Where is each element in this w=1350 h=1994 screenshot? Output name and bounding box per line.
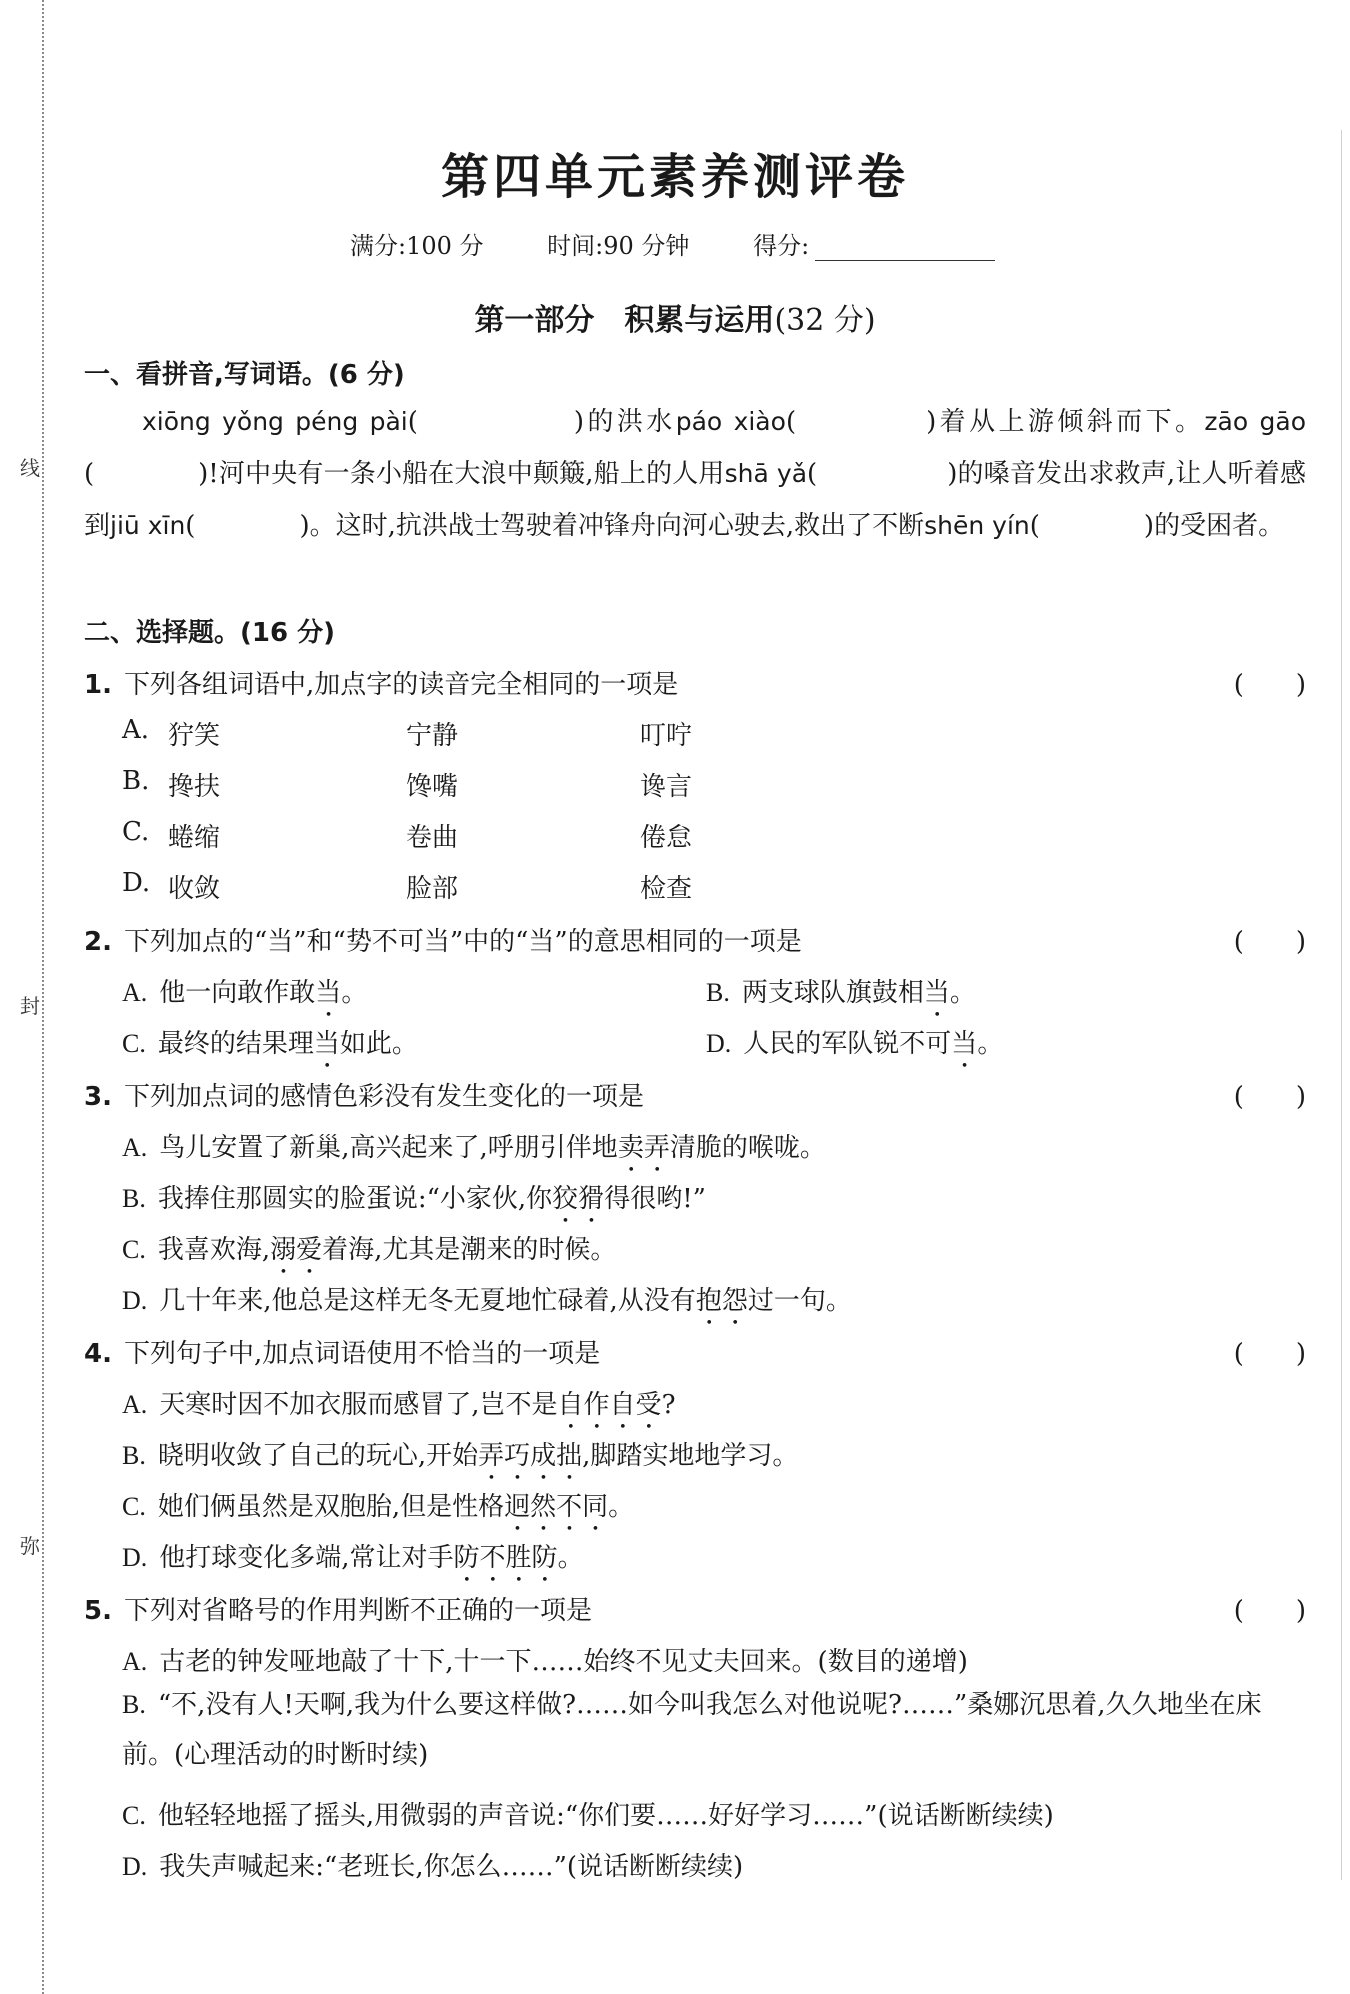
answer-box[interactable]: ( ) — [1233, 1082, 1306, 1112]
pinyin-3: zāo gāo — [1204, 407, 1306, 436]
option-label: D. — [122, 1286, 148, 1315]
score-label: 得分: — [753, 232, 810, 260]
option-label: D. — [122, 1852, 148, 1881]
exam-meta — [350, 226, 1051, 261]
q3-option-b[interactable] — [122, 1178, 706, 1229]
q4-option-d[interactable] — [122, 1537, 584, 1588]
q4-option-a[interactable] — [122, 1384, 676, 1435]
answer-blank-6[interactable]: ( ) — [1029, 511, 1155, 541]
option-text: 最终的结果理 — [157, 1029, 314, 1059]
answer-blank-4[interactable]: ( ) — [807, 459, 958, 489]
option-label: A. — [122, 978, 148, 1007]
option-text: ? — [661, 1390, 676, 1420]
option-label: A. — [122, 1133, 148, 1162]
question-text: 下列加点的“当”和“势不可当”中的“当”的意思相同的一项是 — [123, 927, 802, 957]
text-6: 的受困者。 — [1154, 511, 1285, 541]
option-text: 如此。 — [339, 1029, 418, 1059]
question-5 — [84, 1590, 1306, 1627]
answer-box[interactable]: ( ) — [1233, 1339, 1306, 1369]
part-title — [0, 295, 1350, 339]
q5-option-a[interactable] — [122, 1641, 968, 1678]
q1-option-b-word3: 谗言 — [640, 772, 693, 802]
pinyin-paragraph — [84, 396, 1306, 552]
option-label: C. — [122, 1801, 146, 1830]
q2-option-a[interactable] — [122, 972, 367, 1023]
q1-option-c-word2: 卷曲 — [406, 823, 459, 853]
q5-option-d[interactable] — [122, 1846, 743, 1883]
score-blank[interactable] — [815, 238, 995, 261]
q3-option-a[interactable] — [122, 1127, 826, 1178]
answer-blank-2[interactable]: ( ) — [785, 407, 937, 437]
q2-option-b[interactable] — [706, 972, 976, 1023]
option-text: 他一向敢作敢 — [159, 978, 316, 1008]
q3-option-d[interactable] — [122, 1280, 852, 1331]
part-title-text: 第一部分 积累与运用 — [474, 303, 775, 338]
question-number: 4. — [84, 1339, 112, 1369]
binding-char-xian: 线 — [20, 456, 40, 480]
dotted-word: 迥然不同 — [504, 1492, 609, 1522]
q1-option-d-label[interactable]: D. — [122, 868, 151, 898]
exam-time: 时间:90 分钟 — [547, 232, 690, 260]
question-2 — [84, 921, 1306, 958]
dotted-char: 当 — [313, 1029, 340, 1059]
answer-box[interactable]: ( ) — [1233, 1596, 1306, 1626]
option-label: D. — [706, 1029, 732, 1058]
dotted-word: 狡猾 — [552, 1184, 605, 1214]
text-2: 着从上游倾斜而下。 — [936, 407, 1205, 437]
pinyin-2: páo xiào — [675, 407, 786, 436]
page-title: 第四单元素养测评卷 — [440, 149, 909, 205]
text-1: 的洪水 — [584, 407, 676, 437]
option-text: 她们俩虽然是双胞胎,但是性格 — [157, 1492, 505, 1522]
binding-char-mi: 弥 — [20, 1534, 40, 1558]
q1-option-d-word2: 脸部 — [406, 874, 459, 904]
section-1-heading: 一、看拼音,写词语。(6 分) — [84, 360, 405, 390]
pinyin-1: xiōng yǒng péng pài — [142, 407, 408, 436]
question-1 — [84, 664, 1306, 701]
answer-box[interactable]: ( ) — [1233, 927, 1306, 957]
q1-option-d-word3: 检查 — [640, 874, 693, 904]
option-text: 。 — [949, 978, 976, 1008]
answer-box[interactable]: ( ) — [1233, 670, 1306, 700]
q1-option-c-word1: 蜷缩 — [168, 823, 221, 853]
option-text: 晓明收敛了自己的玩心,开始 — [157, 1441, 479, 1471]
question-text: 下列加点词的感情色彩没有发生变化的一项是 — [123, 1082, 644, 1112]
q2-option-c[interactable] — [122, 1023, 418, 1074]
option-text: 他轻轻地摇了摇头,用微弱的声音说:“你们要……好好学习……”(说话断断续续) — [157, 1801, 1054, 1831]
q1-option-b-word1: 搀扶 — [168, 772, 221, 802]
binding-char-feng: 封 — [20, 994, 40, 1018]
dotted-word: 抱怨 — [695, 1286, 748, 1316]
q1-option-a-label[interactable]: A. — [122, 715, 150, 745]
full-score: 满分:100 分 — [350, 232, 484, 260]
option-text: 古老的钟发哑地敲了十下,十一下……始终不见丈夫回来。(数目的递增) — [159, 1647, 968, 1677]
text-5: 。这时,抗洪战士驾驶着冲锋舟向河心驶去,救出了不断 — [309, 511, 925, 541]
score-field — [753, 232, 1051, 260]
option-label: B. — [122, 1184, 146, 1213]
q1-option-d-word1: 收敛 — [168, 874, 221, 904]
dotted-char: 当 — [315, 978, 342, 1008]
dotted-char: 当 — [923, 978, 950, 1008]
option-label: A. — [122, 1390, 148, 1419]
text-4: 的嗓音发出求救声,让人听着感到 — [84, 459, 1307, 541]
q1-option-c-word3: 倦怠 — [640, 823, 693, 853]
q1-option-b-word2: 馋嘴 — [406, 772, 459, 802]
pinyin-4: shā yǎ — [724, 459, 808, 488]
option-text: 我喜欢海, — [157, 1235, 271, 1265]
option-text: ,脚踏实地地学习。 — [582, 1441, 799, 1471]
q5-option-b[interactable] — [122, 1680, 1302, 1780]
dotted-word: 防不胜防 — [453, 1543, 558, 1573]
option-text: 。 — [977, 1029, 1004, 1059]
page-edge-line — [1341, 130, 1342, 1880]
question-number: 5. — [84, 1596, 112, 1626]
option-label: D. — [122, 1543, 148, 1572]
dotted-word: 溺爱 — [270, 1235, 323, 1265]
option-text: 几十年来,他总是这样无冬无夏地忙碌着,从没有 — [159, 1286, 696, 1316]
option-label: C. — [122, 1029, 146, 1058]
q1-option-a-word2: 宁静 — [406, 721, 459, 751]
question-text: 下列句子中,加点词语使用不恰当的一项是 — [123, 1339, 601, 1369]
option-label: C. — [122, 1235, 146, 1264]
option-label: B. — [706, 978, 730, 1007]
option-text: 我捧住那圆实的脸蛋说:“小家伙,你 — [157, 1184, 553, 1214]
option-text: 。 — [341, 978, 368, 1008]
section-2-heading: 二、选择题。(16 分) — [84, 618, 335, 648]
answer-blank-1[interactable]: ( ) — [407, 407, 585, 437]
option-text: 两支球队旗鼓相 — [741, 978, 924, 1008]
option-text: 他打球变化多端,常让对手 — [159, 1543, 454, 1573]
dotted-word: 自作自受 — [557, 1390, 662, 1420]
option-label: A. — [122, 1647, 148, 1676]
option-text: 。 — [557, 1543, 584, 1573]
option-text: 我失声喊起来:“老班长,你怎么……”(说话断断续续) — [159, 1852, 744, 1882]
option-text: 鸟儿安置了新巢,高兴起来了,呼朋引伴地 — [159, 1133, 618, 1163]
option-label: B. — [122, 1690, 146, 1719]
option-text: 着海,尤其是潮来的时候。 — [322, 1235, 617, 1265]
q2-option-d[interactable] — [706, 1023, 1003, 1074]
question-number: 2. — [84, 927, 112, 957]
q4-option-c[interactable] — [122, 1486, 634, 1537]
option-text: 人民的军队锐不可 — [743, 1029, 952, 1059]
pinyin-6: shēn yín — [924, 511, 1030, 540]
question-4 — [84, 1333, 1306, 1370]
option-text: 天寒时因不加衣服而感冒了,岂不是 — [159, 1390, 558, 1420]
question-text: 下列各组词语中,加点字的读音完全相同的一项是 — [123, 670, 679, 700]
question-number: 1. — [84, 670, 112, 700]
answer-blank-3[interactable]: ( ) — [84, 459, 209, 489]
option-label: C. — [122, 1492, 146, 1521]
option-text: 清脆的喉咙。 — [669, 1133, 826, 1163]
option-text: “不,没有人!天啊,我为什么要这样做?……如今叫我怎么对他说呢?……”桑娜沉思着,久久地坐在床前。(心理活动的时断时续) — [122, 1690, 1262, 1770]
option-text: 。 — [608, 1492, 635, 1522]
q1-option-a-word1: 狞笑 — [168, 721, 221, 751]
dotted-char: 当 — [951, 1029, 978, 1059]
q4-option-b[interactable] — [122, 1435, 798, 1486]
question-text: 下列对省略号的作用判断不正确的一项是 — [123, 1596, 592, 1626]
q3-option-c[interactable] — [122, 1229, 616, 1280]
q5-option-c[interactable] — [122, 1795, 1054, 1832]
option-text: 得很哟!” — [604, 1184, 706, 1214]
q1-option-a-word3: 叮咛 — [640, 721, 693, 751]
dotted-word: 卖弄 — [617, 1133, 670, 1163]
question-3 — [84, 1076, 1306, 1113]
q1-option-c-label[interactable]: C. — [122, 817, 150, 847]
q1-option-b-label[interactable]: B. — [122, 766, 150, 796]
answer-blank-5[interactable]: ( ) — [185, 511, 310, 541]
option-text: 过一句。 — [747, 1286, 852, 1316]
part-score: (32 分) — [774, 303, 876, 338]
pinyin-5: jiū xīn — [110, 511, 186, 540]
dotted-word: 弄巧成拙 — [478, 1441, 583, 1471]
question-number: 3. — [84, 1082, 112, 1112]
text-3: !河中央有一条小船在大浪中颠簸,船上的人用 — [208, 459, 725, 489]
option-label: B. — [122, 1441, 146, 1470]
